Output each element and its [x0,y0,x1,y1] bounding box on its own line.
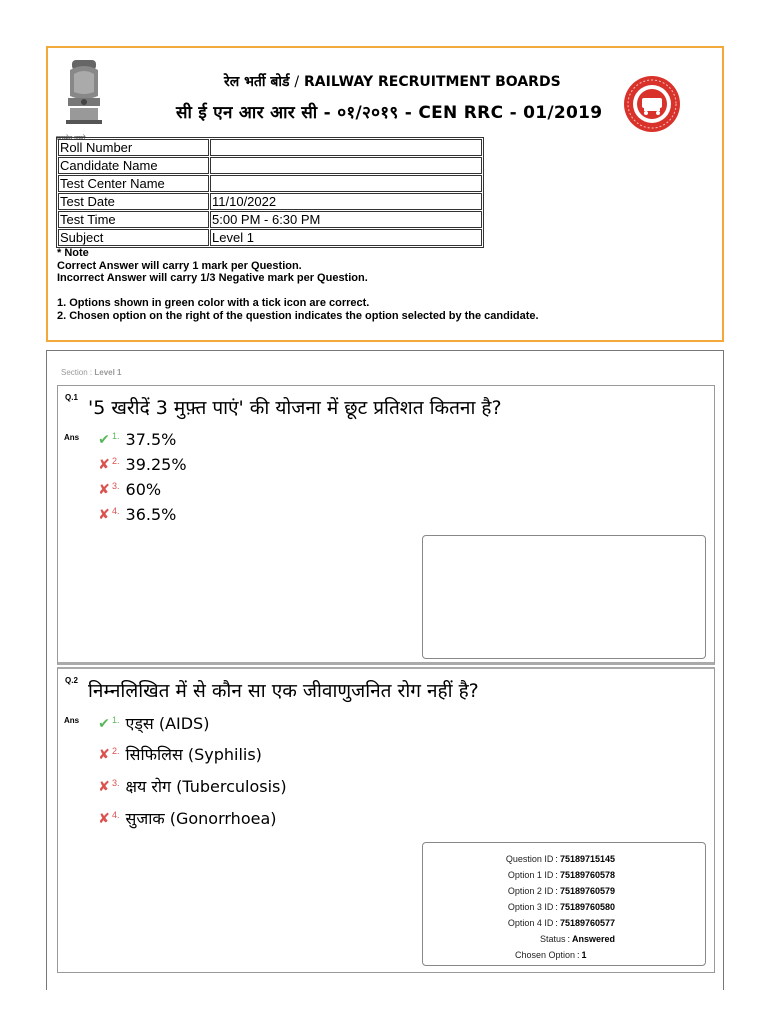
candidate-info-table [56,137,484,248]
info-value: 5:00 PM - 6:30 PM [210,211,482,228]
indian-railways-logo-icon [622,74,682,134]
meta-row: Option 2 ID : 75189760579 [433,883,615,899]
option-number: 3. [112,778,120,788]
cross-icon: ✘ [98,777,110,794]
ans-label: Ans [64,716,80,725]
question-number: Q.1 [65,393,78,402]
option-text: 37.5% [125,429,177,449]
note-line: 2. Chosen option on the right of the question indicates the option selected by the candidate. [57,309,539,322]
cross-icon: ✘ [98,809,110,826]
meta-value: 75189715145 [559,854,615,864]
info-value: 11/10/2022 [210,193,482,210]
note-line: Incorrect Answer will carry 1/3 Negative mark per Question. [57,272,368,284]
info-label: Test Center Name [58,175,209,192]
info-label: Roll Number [58,139,209,156]
title-separator: / [294,74,300,90]
info-value [210,139,482,156]
info-value [210,157,482,174]
option-number: 3. [112,481,120,491]
cross-icon: ✘ [98,455,110,472]
meta-value: 75189760580 [559,902,615,912]
meta-value: 75189760577 [559,918,615,928]
option-number: 1. [112,431,120,441]
board-title [224,72,561,91]
check-icon: ✔ [98,714,110,731]
meta-row: Option 4 ID : 75189760577 [433,915,615,931]
meta-label: Option 2 ID [507,886,554,896]
meta-row: Question ID : 75189715145 [433,851,615,867]
option-text: 36.5% [125,504,177,524]
option-text: सुजाक (Gonorrhoea) [125,809,277,828]
meta-label: Option 3 ID [507,902,554,912]
exam-subtitle: सी ई एन आर आर सी - ०१/२०१९ - CEN RRC - 01/2019 [176,103,603,123]
cross-icon: ✘ [98,480,110,497]
meta-row: Chosen Option : 1 [433,947,615,963]
note-line: Correct Answer will carry 1 mark per Question. [57,259,302,272]
question-panel-2 [57,667,715,973]
meta-row: Option 1 ID : 75189760578 [433,867,615,883]
option-4 [97,503,176,525]
info-row [58,157,482,174]
info-label: Test Date [58,193,209,210]
meta-label: Option 4 ID [507,918,554,928]
cross-icon: ✘ [98,505,110,522]
meta-label: Chosen Option [514,950,575,960]
header-card [46,46,724,342]
meta-value: 1 [581,950,587,960]
meta-value: Answered [571,934,615,944]
option-2 [97,453,187,475]
option-3 [97,478,161,500]
option-number: 4. [112,506,120,516]
meta-label: Option 1 ID [507,870,554,880]
option-text: सिफिलिस (Syphilis) [125,745,262,764]
question-panel-1 [57,385,715,665]
option-number: 2. [112,746,120,756]
option-1 [97,712,209,734]
option-number: 4. [112,810,120,820]
option-text: क्षय रोग (Tuberculosis) [125,777,287,796]
option-number: 1. [112,715,120,725]
section-name: Level 1 [94,368,122,377]
info-row [58,211,482,228]
info-label: Subject [58,229,209,246]
meta-row: Option 3 ID : 75189760580 [433,899,615,915]
meta-value: 75189760578 [559,870,615,880]
question-area [46,350,724,990]
meta-value: 75189760579 [559,886,615,896]
board-title-english: RAILWAY RECRUITMENT BOARDS [304,74,561,90]
option-number: 2. [112,456,120,466]
info-value [210,175,482,192]
info-value: Level 1 [210,229,482,246]
question-text: निम्नलिखित में से कौन सा एक जीवाणुजनित रोग नहीं है? [88,680,479,702]
meta-row: Status : Answered [433,931,615,947]
national-emblem-icon [58,56,110,136]
note-line: 1. Options shown in green color with a tick icon are correct. [57,297,370,309]
info-label: Candidate Name [58,157,209,174]
check-icon: ✔ [98,430,110,447]
option-2 [97,743,262,765]
question-info-box [422,842,706,966]
meta-label: Question ID [505,854,554,864]
note-block [57,247,539,322]
question-meta [433,851,615,963]
board-title-hindi: रेल भर्ती बोर्ड [224,74,290,90]
option-4 [97,807,277,829]
meta-label: Status [539,934,566,944]
cross-icon: ✘ [98,745,110,762]
info-row [58,193,482,210]
ans-label: Ans [64,433,80,442]
info-row [58,139,482,156]
option-text: 60% [125,479,162,499]
option-text: 39.25% [125,454,187,474]
option-text: एड्स (AIDS) [125,714,210,733]
emblem-caption: सत्यमेव जयते [56,135,86,142]
question-text: '5 खरीदें 3 मुफ़्त पाएं' की योजना में छूट प्रतिशत कितना है? [88,397,502,419]
info-label: Test Time [58,211,209,228]
option-1 [97,428,176,450]
option-3 [97,775,287,797]
info-row [58,229,482,246]
note-heading: * Note [57,247,89,259]
section-label: Section : Level 1 [61,368,122,377]
question-number: Q.2 [65,676,78,685]
question-info-box [422,535,706,659]
info-row [58,175,482,192]
